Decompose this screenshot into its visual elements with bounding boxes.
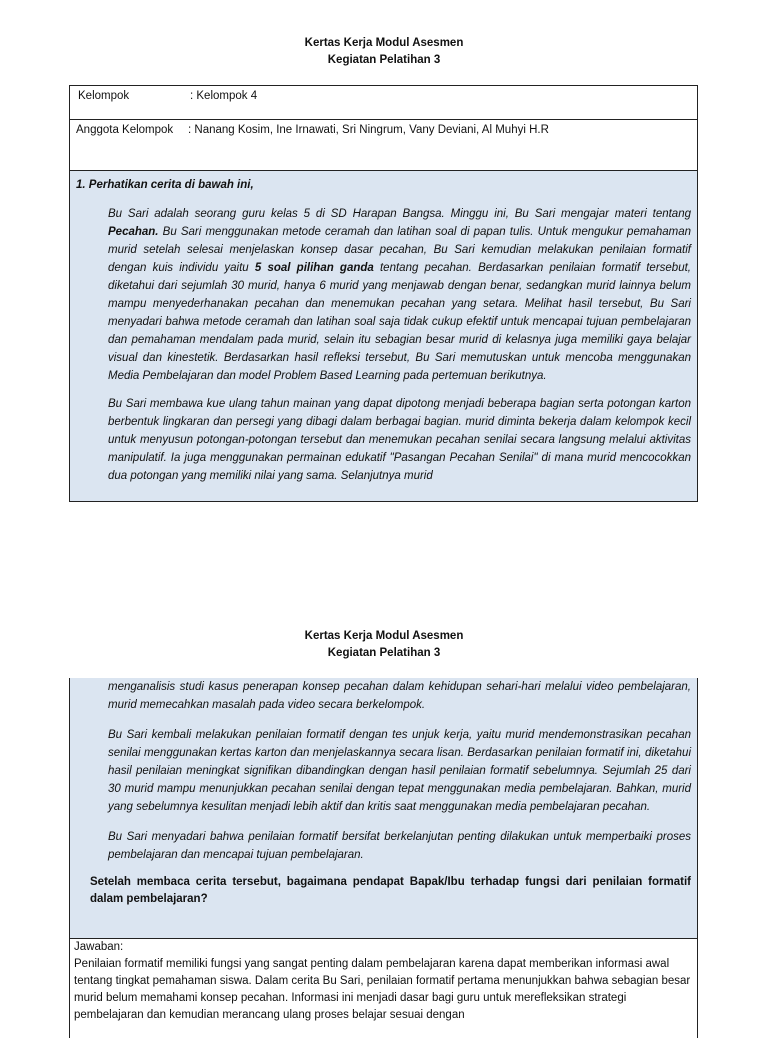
question-section-page2: [69, 678, 698, 939]
reflection-question: Setelah membaca cerita tersebut, bagaimana pendapat Bapak/Ibu terhadap fungsi dari penilaian formatif dalam pembelajaran?: [90, 876, 691, 905]
worksheet-subtitle: Kegiatan Pelatihan 3: [327, 54, 441, 66]
answer-text: Penilaian formatif memiliki fungsi yang sangat penting dalam pembelajaran karena dapat memberikan informasi awal tentang tingkat pemahaman siswa. Dalam cerita Bu Sari, penilaian formatif pertama menunjukkan bahwa sebagian besar murid belum memahami konsep pecahan. Informasi ini menjadi dasar bagi guru untuk merefleksikan strategi pembelajaran dan kemudian merancang ulang proses belajar sesuai dengan: [74, 958, 691, 1021]
page-header-1: [0, 35, 768, 69]
members-row: [69, 119, 698, 171]
group-label: Kelompok: [78, 90, 130, 102]
question-section-page1: [69, 170, 698, 502]
answer-section: [69, 938, 698, 1038]
answer-label: Jawaban:: [74, 941, 124, 953]
members-label: Anggota Kelompok: [76, 124, 174, 136]
members-value: : Nanang Kosim, Ine Irnawati, Sri Ningrum, Vany Deviani, Al Muhyi H.R: [188, 124, 549, 136]
page-header-2: [0, 628, 768, 662]
question-title: 1. Perhatikan cerita di bawah ini,: [76, 179, 254, 191]
worksheet-title: Kertas Kerja Modul Asesmen: [304, 37, 464, 49]
story-paragraph-1: Bu Sari adalah seorang guru kelas 5 di SD Harapan Bangsa. Minggu ini, Bu Sari mengajar materi tentang Pecahan. Bu Sari menggunakan metode ceramah dan latihan soal di papan tulis. Untuk mengukur pemahaman murid setelah selesai menjelaskan konsep dasar pecahan, Bu Sari kemudian melakukan penilaian formatif dengan kuis individu yaitu 5 soal pilihan ganda tentang pecahan. Berdasarkan penilaian formatif tersebut, diketahui dari sejumlah 30 murid, hanya 6 murid yang menjawab dengan benar, sedangkan murid lainnya belum mampu menyederhanakan pecahan dan menemukan pecahan yang setara. Melihat hasil tersebut, Bu Sari menyadari bahwa metode ceramah dan latihan soal saja tidak cukup efektif untuk mencapai tujuan pembelajaran dan pemahaman mendalam pada murid, selain itu sebagian besar murid di kelasnya juga memiliki gaya belajar visual dan kinestetik. Berdasarkan hasil refleksi tersebut, Bu Sari memutuskan untuk mencoba menggunakan Media Pembelajaran dan model Problem Based Learning pada pertemuan berikutnya.: [108, 208, 691, 382]
group-value: : Kelompok 4: [190, 90, 258, 102]
group-row: [69, 85, 698, 120]
story-paragraph-4: Bu Sari menyadari bahwa penilaian formatif bersifat berkelanjutan penting dilakukan untuk memperbaiki proses pembelajaran dan mencapai tujuan pembelajaran.: [108, 831, 691, 861]
worksheet-subtitle-2: Kegiatan Pelatihan 3: [327, 647, 441, 659]
story-paragraph-2: Bu Sari membawa kue ulang tahun mainan yang dapat dipotong menjadi beberapa bagian serta potongan karton berbentuk lingkaran dan persegi yang dibagi dalam berbagai bagian. murid diminta bekerja dalam kelompok kecil untuk menyusun potongan-potongan tersebut dan menemukan pecahan senilai secara langsung melalui aktivitas manipulatif. Ia juga menggunakan permainan edukatif "Pasangan Pecahan Senilai" di mana murid mencocokkan dua potongan yang memiliki nilai yang sama. Selanjutnya murid: [108, 398, 691, 482]
worksheet-title-2: Kertas Kerja Modul Asesmen: [304, 630, 464, 642]
story-paragraph-2-continued: menganalisis studi kasus penerapan konsep pecahan dalam kehidupan sehari-hari melalui video pembelajaran, murid memecahkan masalah pada video secara berkelompok.: [108, 681, 691, 711]
story-paragraph-3: Bu Sari kembali melakukan penilaian formatif dengan tes unjuk kerja, yaitu murid mendemonstrasikan pecahan senilai menggunakan kertas karton dan menjelaskannya secara lisan. Berdasarkan penilaian formatif ini, diketahui hasil penilaian meningkat signifikan dibandingkan dengan hasil penilaian formatif sebelumnya. Sejumlah 25 dari 30 murid mampu menunjukkan pecahan senilai dengan tepat menggunakan media pembelajaran. Bahkan, murid yang sebelumnya kesulitan menjadi lebih aktif dan kritis saat menggunakan media pembelajaran pecahan.: [108, 729, 691, 813]
